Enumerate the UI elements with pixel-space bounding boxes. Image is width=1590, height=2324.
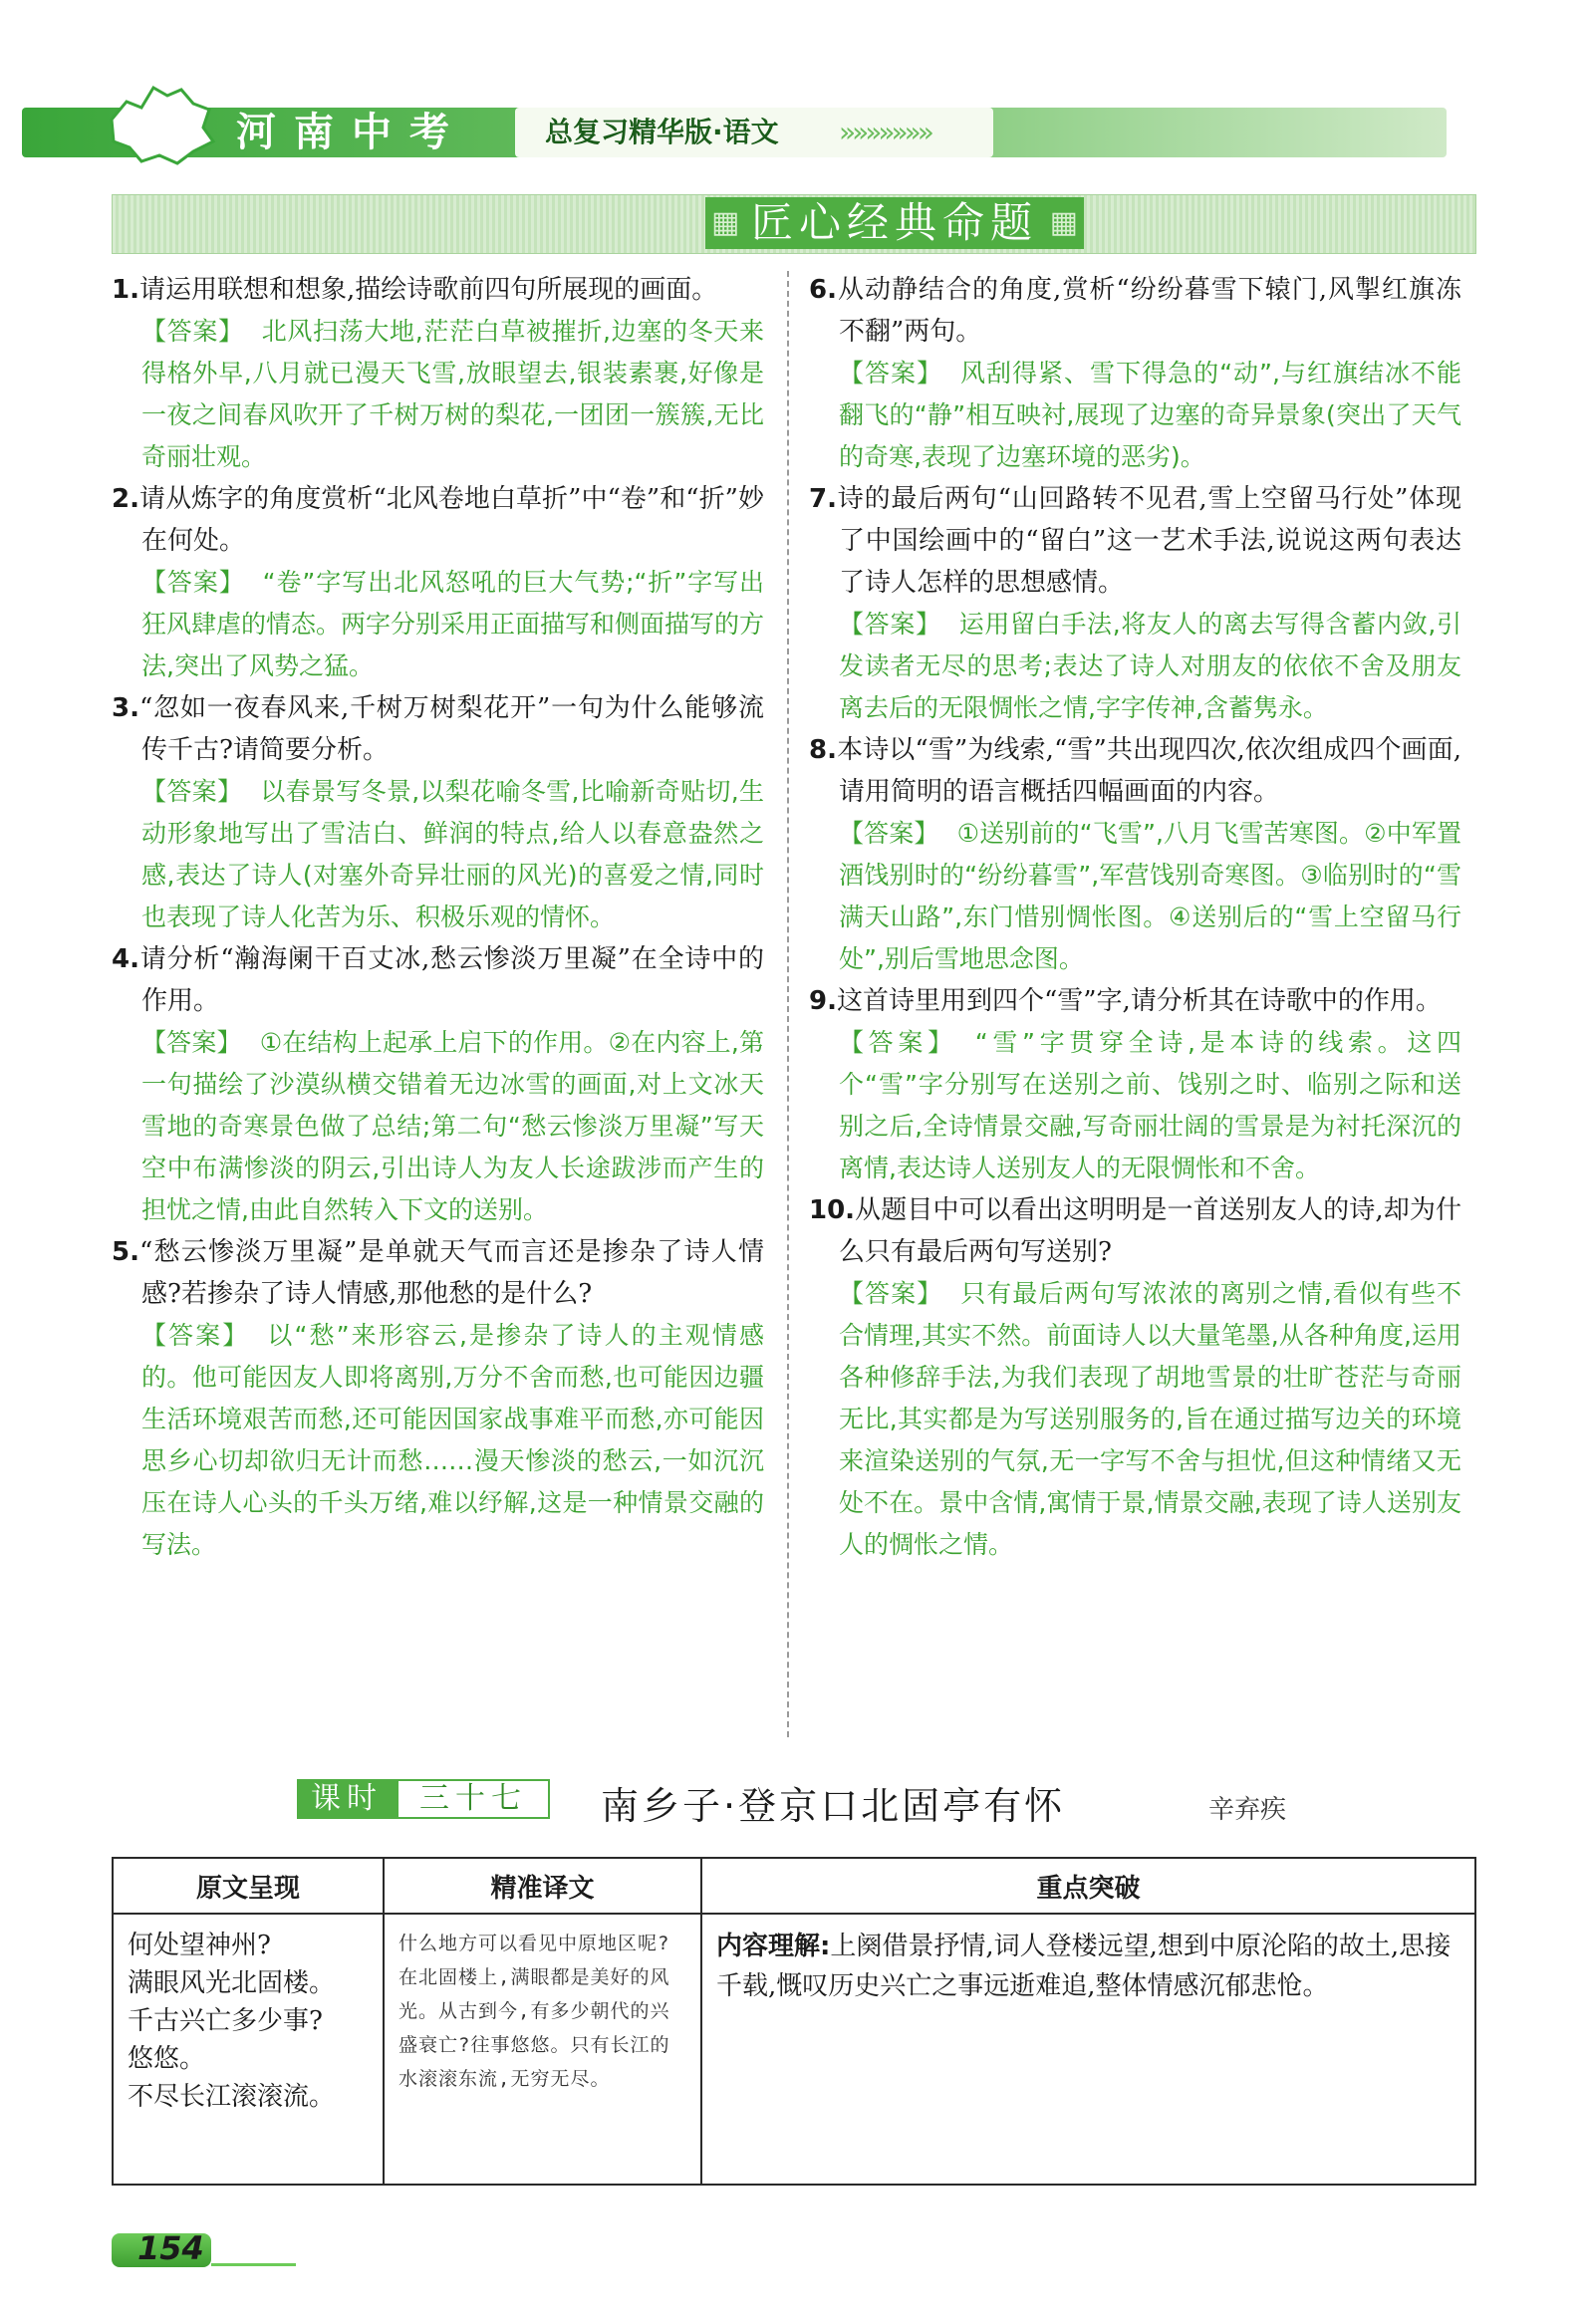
table-row: [113, 1914, 1475, 2185]
question-text: 从动静结合的角度,赏析“纷纷暮雪下辕门,风掣红旗冻不翻”两句。: [836, 275, 1461, 347]
answer-tag: 【答案】: [141, 317, 244, 346]
lesson-number: 三十七: [397, 1779, 550, 1819]
original-line: 不尽长江滚滚流。: [128, 2082, 336, 2112]
questions-right-column: [809, 269, 1461, 1566]
section-bar: [112, 194, 1476, 254]
answer-tag: 【答案】: [141, 777, 243, 806]
answer-text: 以“愁”来形容云,是掺杂了诗人的主观情感的。他可能因友人即将离别,万分不舍而愁,也可能因边疆生活环境艰苦而愁,还可能因国家战事难平而愁,亦可能因思乡心切却欲归无计而愁……漫天惨淡的愁云,一如沉沉压在诗人心头的千头万绪,难以纾解,这是一种情景交融的写法。: [141, 1321, 764, 1559]
question-number: 1.: [112, 275, 139, 305]
original-text-cell: [113, 1914, 384, 2185]
question-number: 6.: [809, 275, 837, 305]
answer-text: 北风扫荡大地,茫茫白草被摧折,边塞的冬天来得格外早,八月就已漫天飞雪,放眼望去,银装素裹,好像是一夜之间春风吹开了千树万树的梨花,一团团一簇簇,无比奇丽壮观。: [141, 317, 764, 471]
answer-tag: 【答案】: [839, 1028, 957, 1057]
page-number: 154: [137, 2229, 204, 2267]
question-text: 从题目中可以看出这明明是一首送别友人的诗,却为什么只有最后两句写送别?: [839, 1195, 1461, 1267]
question-text: “忽如一夜春风来,千树万树梨花开”一句为什么能够流传千古?请简要分析。: [138, 693, 764, 765]
question-text: 诗的最后两句“山回路转不见君,雪上空留马行处”体现了中国绘画中的“留白”这一艺术手法,说说这两句表达了诗人怎样的思想感情。: [836, 484, 1461, 598]
question-number: 4.: [112, 944, 139, 974]
question-item: [112, 938, 764, 1231]
page-header: [22, 100, 1447, 161]
question-number: 3.: [112, 693, 139, 723]
table-header: 重点突破: [701, 1858, 1475, 1914]
henan-map-icon: [102, 80, 221, 169]
table-header-row: [113, 1858, 1475, 1914]
answer-text: “卷”字写出北风怒吼的巨大气势;“折”字写出狂风肆虐的情态。两字分别采用正面描写和侧面描写的方法,突出了风势之猛。: [141, 568, 765, 680]
answer-text: 风刮得紧、雪下得急的“动”,与红旗结冰不能翻飞的“静”相互映衬,展现了边塞的奇异景象(突出了天气的奇寒,表现了边塞环境的恶劣)。: [839, 359, 1461, 471]
original-line: 千古兴亡多少事?: [128, 2006, 323, 2036]
question-item: [809, 478, 1461, 729]
question-item: [112, 1231, 764, 1566]
translation-cell: 什么地方可以看见中原地区呢?在北固楼上,满眼都是美好的风光。从古到今,有多少朝代的兴盛衰亡?往事悠悠。只有长江的水滚滚东流,无穷无尽。: [384, 1914, 701, 2185]
question-number: 2.: [112, 484, 139, 514]
answer-text: 以春景写冬景,以梨花喻冬雪,比喻新奇贴切,生动形象地写出了雪洁白、鲜润的特点,给人以春意盎然之感,表达了诗人(对塞外奇异壮丽的风光)的喜爱之情,同时也表现了诗人化苦为乐、积极乐观的情怀。: [141, 777, 764, 931]
question-number: 5.: [112, 1237, 139, 1267]
page-number-line: [211, 2263, 296, 2266]
poem-title: 南乡子·登京口北固亭有怀: [601, 1784, 1066, 1828]
question-item: [112, 478, 764, 687]
question-text: 请从炼字的角度赏析“北风卷地白草折”中“卷”和“折”妙在何处。: [138, 484, 764, 556]
answer-tag: 【答案】: [839, 1279, 943, 1308]
question-item: [809, 980, 1461, 1189]
answer-text: 运用留白手法,将友人的离去写得含蓄内敛,引发读者无尽的思考;表达了诗人对朋友的依依不舍及朋友离去后的无限惆怅之情,字字传神,含蓄隽永。: [839, 610, 1461, 722]
question-item: [809, 269, 1461, 478]
answer-tag: 【答案】: [141, 1321, 250, 1350]
question-item: [809, 729, 1461, 980]
question-item: [112, 269, 764, 478]
header-subtitle: 总复习精华版·语文: [515, 108, 993, 157]
column-divider: [787, 271, 789, 1737]
question-text: 这首诗里用到四个“雪”字,请分析其在诗歌中的作用。: [836, 986, 1442, 1016]
table-header: 精准译文: [384, 1858, 701, 1914]
answer-tag: 【答案】: [839, 359, 943, 387]
answer-text: 只有最后两句写浓浓的离别之情,看似有些不合情理,其实不然。前面诗人以大量笔墨,从各种角度,运用各种修辞手法,为我们表现了胡地雪景的壮旷苍茫与奇丽无比,其实都是为写送别服务的,旨在通过描写边关的环境来渲染送别的气氛,无一字写不舍与担忧,但这种情绪又无处不在。景中含情,寓情于景,情景交融,表现了诗人送别友人的惆怅之情。: [839, 1279, 1461, 1559]
original-line: 满眼风光北固楼。: [128, 1968, 336, 1998]
lesson-heading: [297, 1775, 1343, 1828]
question-text: 请运用联想和想象,描绘诗歌前四句所展现的画面。: [138, 275, 718, 305]
key-text: 上阕借景抒情,词人登楼远望,想到中原沦陷的故土,思接千载,慨叹历史兴亡之事远逝难追,整体情感沉郁悲怆。: [716, 1932, 1452, 2001]
answer-text: “雪”字贯穿全诗,是本诗的线索。这四个“雪”字分别写在送别之前、饯别之时、临别之际和送别之后,全诗情景交融,写奇丽壮阔的雪景是为衬托深沉的离情,表达诗人送别友人的无限惆怅和不舍。: [839, 1028, 1461, 1182]
key-label: 内容理解:: [716, 1932, 831, 1961]
section-title: ▦ 匠心经典命题 ▦: [705, 197, 1084, 249]
question-text: “愁云惨淡万里凝”是单就天气而言还是掺杂了诗人情感?若掺杂了诗人情感,那他愁的是什么?: [138, 1237, 764, 1309]
answer-tag: 【答案】: [141, 1028, 242, 1057]
answer-tag: 【答案】: [839, 819, 939, 848]
question-item: [809, 1189, 1461, 1566]
answer-text: ①在结构上起承上启下的作用。②在内容上,第一句描绘了沙漠纵横交错着无边冰雪的画面,对上文冰天雪地的奇寒景色做了总结;第二句“愁云惨淡万里凝”写天空中布满惨淡的阴云,引出诗人为友人长途跋涉而产生的担忧之情,由此自然转入下文的送别。: [141, 1028, 764, 1224]
header-arrows-icon: »»»»»»»: [839, 116, 930, 148]
page-number-badge: [112, 2229, 296, 2269]
answer-text: ①送别前的“飞雪”,八月飞雪苦寒图。②中军置酒饯别时的“纷纷暮雪”,军营饯别奇寒图。③临别时的“雪满天山路”,东门惜别惆怅图。④送别后的“雪上空留马行处”,别后雪地思念图。: [839, 819, 1461, 973]
question-text: 本诗以“雪”为线索,“雪”共出现四次,依次组成四个画面,请用简明的语言概括四幅画面的内容。: [836, 735, 1461, 807]
key-points-cell: [701, 1914, 1475, 2185]
question-number: 10.: [809, 1195, 856, 1225]
questions-left-column: [112, 269, 764, 1566]
poem-table: [112, 1857, 1476, 2186]
poem-author: 辛弃疾: [1208, 1795, 1287, 1825]
question-text: 请分析“瀚海阑干百丈冰,愁云惨淡万里凝”在全诗中的作用。: [138, 944, 764, 1016]
original-line: 悠悠。: [128, 2044, 206, 2074]
question-number: 7.: [809, 484, 837, 514]
answer-tag: 【答案】: [141, 568, 245, 597]
original-line: 何处望神州?: [128, 1931, 271, 1960]
answer-tag: 【答案】: [839, 610, 941, 639]
question-number: 8.: [809, 735, 837, 765]
question-number: 9.: [809, 986, 837, 1016]
table-header: 原文呈现: [113, 1858, 384, 1914]
header-brand: 河南中考: [236, 110, 467, 155]
question-item: [112, 687, 764, 938]
lesson-label: 课时: [297, 1779, 397, 1819]
